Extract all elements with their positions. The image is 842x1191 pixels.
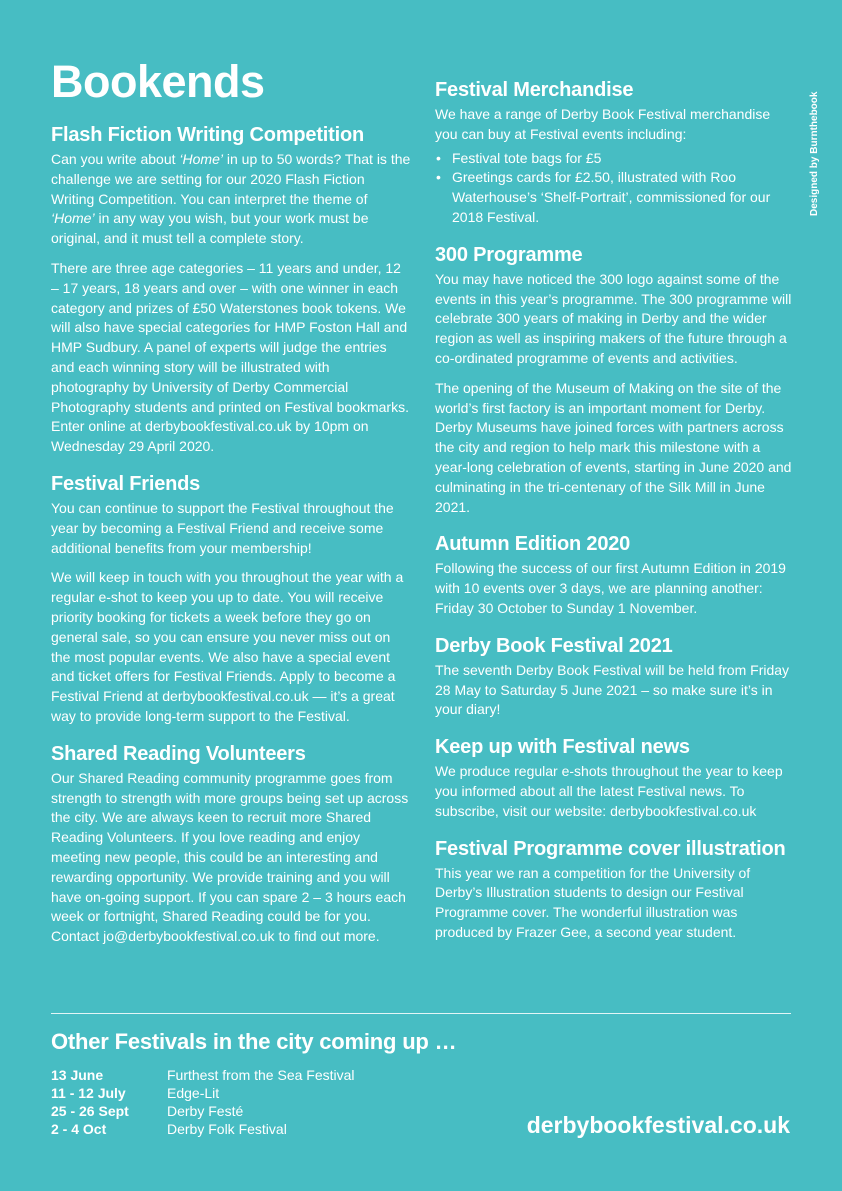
cover-illustration-section xyxy=(435,836,795,943)
festival-row xyxy=(51,1120,471,1138)
autumn-edition-section xyxy=(435,531,795,618)
list-item: • Festival tote bags for £5 xyxy=(452,149,795,169)
designer-credit-text: Designed by Burnthebook xyxy=(809,91,820,216)
list-item: • Greetings cards for £2.50, illustrated with Roo Waterhouse’s ‘Shelf-Portrait’, commissioned for our 2018 Festival. xyxy=(452,168,795,227)
right-column xyxy=(435,77,795,957)
divider xyxy=(51,1013,791,1014)
festival-date: 25 - 26 Sept xyxy=(51,1103,129,1119)
festival-news-heading: Keep up with Festival news xyxy=(435,736,690,759)
festival-name: Furthest from the Sea Festival xyxy=(167,1067,355,1083)
festival-news-paragraph: We produce regular e-shots throughout the year to keep you informed about all the latest Festival news. To subscribe, visit our website: derbybookfestival.co.uk xyxy=(435,763,783,819)
festival-date: 13 June xyxy=(51,1067,104,1083)
programme-300-section xyxy=(435,242,795,518)
flash-fiction-heading: Flash Fiction Writing Competition xyxy=(51,124,365,146)
festival-date: 11 - 12 July xyxy=(51,1085,126,1101)
festival-friends-paragraph-1: You can continue to support the Festival throughout the year by becoming a Festival Friend and receive some additional benefits from your membership! xyxy=(51,499,394,556)
programme-300-paragraph-2: The opening of the Museum of Making on the site of the world’s first factory is an important moment for Derby. Derby Museums have joined forces with partners across the city and region to help mark this milestone with a year-long celebration of events, starting in June 2020 and culminating in the tri-centenary of the Silk Mill in June 2021. xyxy=(435,379,792,515)
flash-fiction-paragraph-2: There are three age categories – 11 years and under, 12 – 17 years, 18 years and over – with one winner in each category and prizes of £50 Waterstones book tokens. We will also have special categories for HMP Foston Hall and HMP Sudbury. A panel of experts will judge the entries and each winning story will be illustrated with photography by University of Derby Commercial Photography students and printed on Festival bookmarks. Enter online at derbybookfestival.co.uk by 10pm on Wednesday 29 April 2020. xyxy=(51,259,409,455)
merchandise-section xyxy=(435,77,795,228)
other-festivals-heading: Other Festivals in the city coming up … xyxy=(51,1029,457,1054)
cover-illustration-heading: Festival Programme cover illustration xyxy=(435,837,786,860)
cover-illustration-paragraph: This year we ran a competition for the University of Derby’s Illustration students to design our Festival Programme cover. The wonderful illustration was produced by Frazer Gee, a second year student. xyxy=(435,864,751,940)
festival-friends-heading: Festival Friends xyxy=(51,472,201,495)
flash-p1-part-c: in any way you wish, but your work must be original, and it must tell a complete story. xyxy=(51,210,369,247)
festival-row xyxy=(51,1084,471,1102)
festival-date: 2 - 4 Oct xyxy=(51,1121,107,1137)
festival-2021-heading: Derby Book Festival 2021 xyxy=(435,634,673,657)
festival-name: Edge-Lit xyxy=(167,1085,220,1101)
festival-news-section xyxy=(435,734,795,821)
website-url: derbybookfestival.co.uk xyxy=(526,1112,790,1138)
other-festivals-list xyxy=(51,1066,471,1138)
festival-row xyxy=(51,1066,471,1084)
festival-friends-paragraph-2: We will keep in touch with you throughout the year with a regular e-shot to keep you up to date. You will receive priority booking for tickets a week before they go on general sale, so you can ensure you never miss out on the most popular events. We also have a special event and ticket offers for Festival Friends. Apply to become a Festival Friend at derbybookfestival.co.uk — it’s a great way to provide long-term support to the Festival. xyxy=(51,569,404,724)
flash-p1-home-2: ‘Home’ xyxy=(51,210,95,227)
left-column xyxy=(51,122,411,961)
merchandise-heading: Festival Merchandise xyxy=(435,79,634,101)
flash-p1-part-a: Can you write about xyxy=(51,151,180,167)
autumn-edition-paragraph: Following the success of our first Autumn Edition in 2019 with 10 events over 3 days, we are planning another: Friday 30 October to Sunday 1 November. xyxy=(435,560,786,616)
festival-friends-section xyxy=(51,471,411,727)
page-title: Bookends xyxy=(51,56,265,107)
designer-credit xyxy=(808,80,822,220)
merchandise-intro: We have a range of Derby Book Festival merchandise you can buy at Festival events including: xyxy=(435,106,771,142)
festival-2021-section xyxy=(435,633,795,720)
festival-name: Derby Festé xyxy=(167,1103,244,1119)
merchandise-list xyxy=(435,149,795,228)
festival-name: Derby Folk Festival xyxy=(167,1121,287,1137)
festival-row xyxy=(51,1102,471,1120)
autumn-edition-heading: Autumn Edition 2020 xyxy=(435,533,631,556)
flash-fiction-section xyxy=(51,122,411,457)
festival-2021-paragraph: The seventh Derby Book Festival will be held from Friday 28 May to Saturday 5 June 2021 – so make sure it’s in your diary! xyxy=(435,661,790,718)
programme-300-paragraph-1: You may have noticed the 300 logo against some of the events in this year’s programme. The 300 programme will celebrate 300 years of making in Derby and the wider region as well as inspiring makers of the future through a co-ordinated programme of events and activities. xyxy=(435,270,792,366)
shared-reading-section xyxy=(51,741,411,947)
flash-fiction-paragraph-1 xyxy=(51,150,411,249)
shared-reading-paragraph: Our Shared Reading community programme goes from strength to strength with more groups being set up across the city. We are always keen to recruit more Shared Reading Volunteers. If you love reading and enjoy meeting new people, this could be an interesting and rewarding opportunity. We provide training and you will have on-going support. If you can spare 2 – 3 hours each week or fortnight, Shared Reading could be for you. Contact jo@derbybookfestival.co.uk to find out more. xyxy=(51,769,409,945)
shared-reading-heading: Shared Reading Volunteers xyxy=(51,742,306,765)
flash-p1-home-1: ‘Home’ xyxy=(179,151,223,167)
programme-300-heading: 300 Programme xyxy=(435,243,583,266)
flash-p1-part-b: in up to 50 words? That is the challenge we are setting for our 2020 Flash Fiction Writing Competition. You can interpret the theme of xyxy=(51,151,411,207)
